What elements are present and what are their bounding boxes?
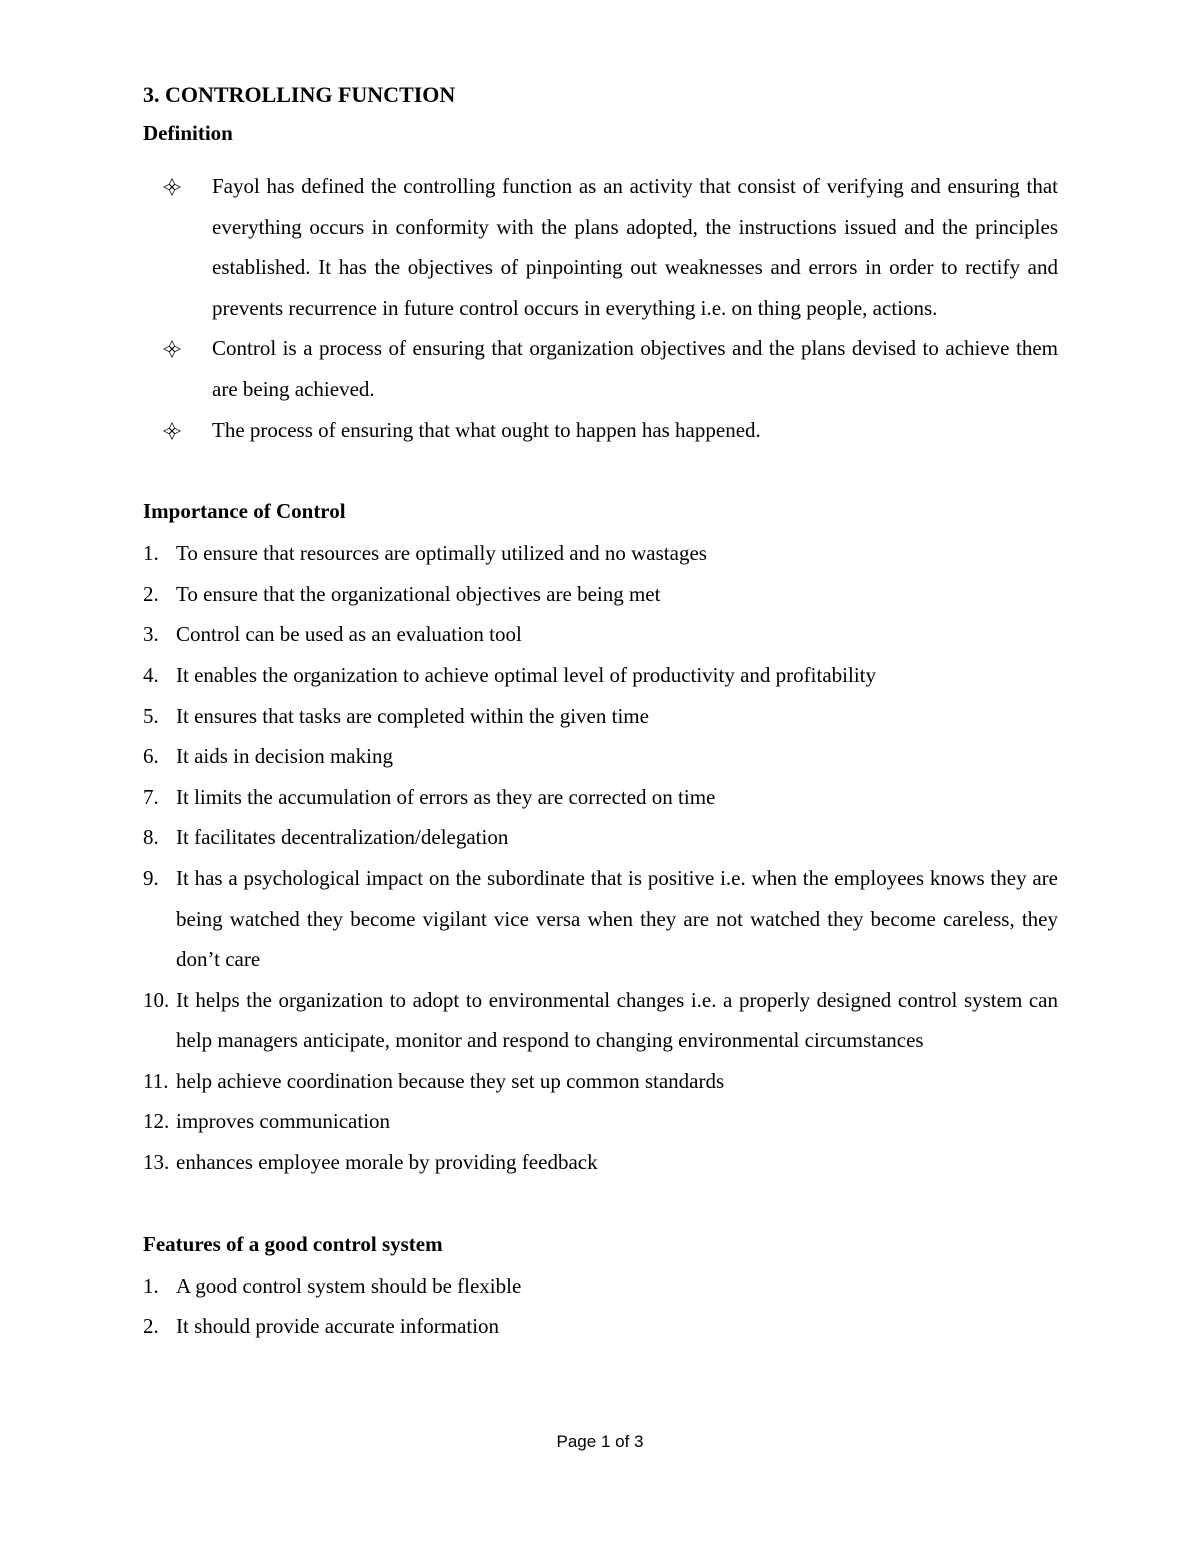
page-content bbox=[143, 78, 1058, 1347]
list-item bbox=[143, 655, 1058, 696]
list-number: 1. bbox=[143, 541, 159, 566]
list-text: It has a psychological impact on the subordinate that is positive i.e. when the employees knows they are being watched they become vigilant vice versa when they are not watched they become careless, they don’t care bbox=[176, 865, 1058, 972]
list-text: Control can be used as an evaluation tool bbox=[176, 622, 522, 647]
definition-list bbox=[143, 166, 1058, 450]
page-footer: Page 1 of 3 bbox=[556, 1432, 644, 1451]
features-heading: Features of a good control system bbox=[143, 1231, 443, 1256]
list-text: To ensure that resources are optimally utilized and no wastages bbox=[176, 541, 707, 566]
list-text: It limits the accumulation of errors as they are corrected on time bbox=[176, 784, 716, 809]
definition-text: Fayol has defined the controlling function as an activity that consist of verifying and ensuring that everything occurs in conformity with the plans adopted, the instructions issued and the principles established. It has the objectives of pinpointing out weaknesses and errors in order to rectify and prevents recurrence in future control occurs in everything i.e. on thing people, actions. bbox=[212, 174, 1058, 320]
list-item bbox=[143, 736, 1058, 777]
list-item bbox=[143, 777, 1058, 818]
list-text: It facilitates decentralization/delegation bbox=[176, 825, 509, 850]
list-item bbox=[143, 1061, 1058, 1102]
list-text: It helps the organization to adopt to environmental changes i.e. a properly designed control system can help managers anticipate, monitor and respond to changing environmental circumstances bbox=[176, 987, 1058, 1053]
list-text: It ensures that tasks are completed within the given time bbox=[176, 703, 649, 728]
list-number: 13. bbox=[143, 1150, 170, 1175]
list-item bbox=[143, 614, 1058, 655]
diamond-bullet-icon bbox=[163, 340, 181, 358]
list-item bbox=[143, 696, 1058, 737]
list-number: 6. bbox=[143, 744, 159, 769]
list-item bbox=[143, 817, 1058, 858]
list-item bbox=[143, 980, 1058, 1061]
definition-item bbox=[143, 166, 1058, 328]
list-number: 8. bbox=[143, 825, 159, 850]
page-title: 3. CONTROLLING FUNCTION bbox=[143, 82, 456, 107]
list-number: 1. bbox=[143, 1273, 159, 1298]
diamond-bullet-icon bbox=[163, 422, 181, 440]
definition-heading: Definition bbox=[143, 121, 233, 145]
list-number: 9. bbox=[143, 865, 159, 890]
definition-item bbox=[143, 410, 1058, 451]
list-number: 3. bbox=[143, 622, 159, 647]
definition-text: The process of ensuring that what ought to happen has happened. bbox=[212, 417, 761, 442]
list-text: To ensure that the organizational objectives are being met bbox=[176, 581, 661, 606]
list-item bbox=[143, 1306, 1058, 1347]
list-text: help achieve coordination because they set up common standards bbox=[176, 1068, 725, 1093]
list-number: 7. bbox=[143, 784, 159, 809]
list-number: 2. bbox=[143, 1314, 159, 1339]
importance-list bbox=[143, 533, 1058, 1183]
list-text: It aids in decision making bbox=[176, 744, 393, 769]
list-text: A good control system should be flexible bbox=[176, 1273, 522, 1298]
list-item bbox=[143, 533, 1058, 574]
list-text: enhances employee morale by providing feedback bbox=[176, 1150, 598, 1175]
list-number: 11. bbox=[143, 1068, 169, 1093]
list-number: 10. bbox=[143, 987, 170, 1012]
list-text: It should provide accurate information bbox=[176, 1314, 500, 1339]
features-list bbox=[143, 1266, 1058, 1347]
list-item bbox=[143, 574, 1058, 615]
importance-heading: Importance of Control bbox=[143, 499, 346, 524]
list-item bbox=[143, 1142, 1058, 1183]
list-item bbox=[143, 1266, 1058, 1307]
list-item bbox=[143, 858, 1058, 980]
list-item bbox=[143, 1101, 1058, 1142]
list-text: It enables the organization to achieve optimal level of productivity and profitability bbox=[176, 662, 876, 687]
list-number: 5. bbox=[143, 703, 159, 728]
definition-item bbox=[143, 328, 1058, 409]
list-number: 12. bbox=[143, 1109, 170, 1134]
list-number: 2. bbox=[143, 581, 159, 606]
diamond-bullet-icon bbox=[163, 178, 181, 196]
list-number: 4. bbox=[143, 662, 159, 687]
definition-text: Control is a process of ensuring that organization objectives and the plans devised to achieve them are being achieved. bbox=[212, 336, 1058, 401]
list-text: improves communication bbox=[176, 1109, 391, 1134]
